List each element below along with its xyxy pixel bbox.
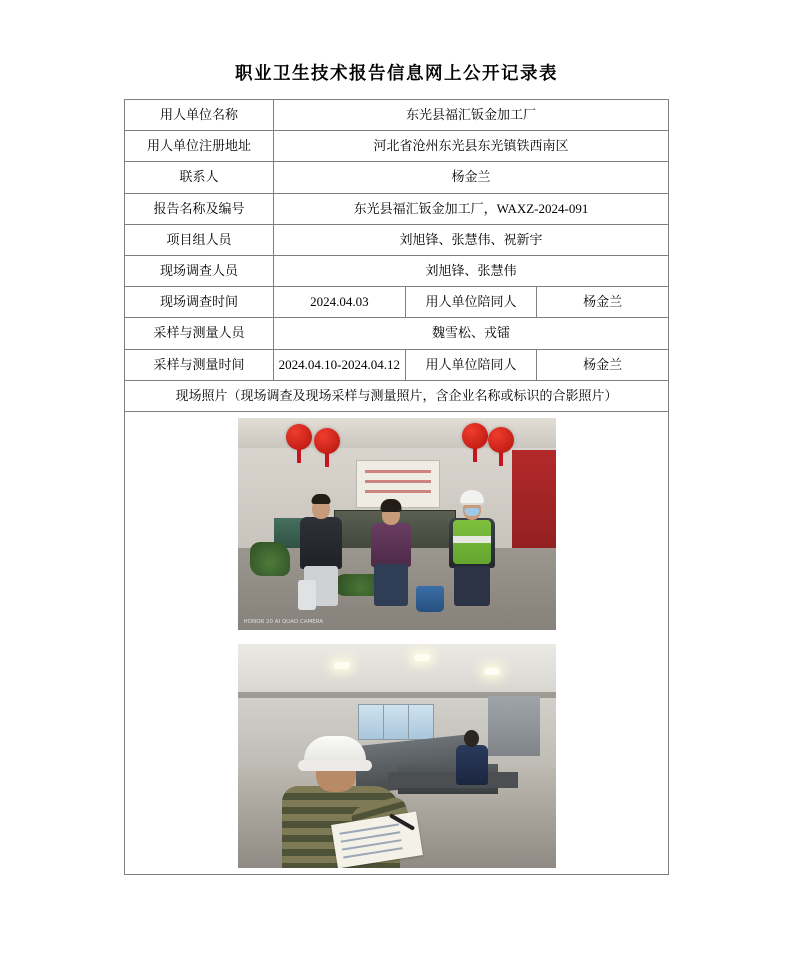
photo1-sampling-device	[298, 580, 316, 610]
row-label: 项目组人员	[125, 224, 274, 255]
photos-header-row	[125, 380, 669, 411]
row-label: 用人单位名称	[125, 100, 274, 131]
lantern-icon	[488, 427, 514, 453]
site-sampling-measurement-photo	[238, 644, 556, 868]
light-icon	[334, 662, 350, 669]
row-value: 刘旭锋、张慧伟	[274, 255, 669, 286]
table-row	[125, 193, 669, 224]
photo2-background-worker	[452, 730, 496, 806]
row-value: 刘旭锋、张慧伟、祝新宇	[274, 224, 669, 255]
light-icon	[414, 654, 430, 661]
photo2-ceiling	[238, 644, 556, 698]
table-row	[125, 131, 669, 162]
row-value: 河北省沧州东光县东光镇铁西南区	[274, 131, 669, 162]
photos-cell	[125, 411, 669, 874]
row-value: 东光县福汇钣金加工厂，WAXZ-2024-091	[274, 193, 669, 224]
row-label: 采样与测量人员	[125, 318, 274, 349]
row-label: 现场调查人员	[125, 255, 274, 286]
record-table	[124, 99, 669, 875]
table-row	[125, 318, 669, 349]
table-row	[125, 255, 669, 286]
row-label: 现场调查时间	[125, 287, 274, 318]
photo1-red-panel	[512, 450, 556, 558]
row-mid-label: 用人单位陪同人	[405, 349, 537, 380]
table-row	[125, 287, 669, 318]
row-mid-value: 杨金兰	[537, 287, 669, 318]
table-row	[125, 224, 669, 255]
row-value: 魏雪松、戎镭	[274, 318, 669, 349]
row-label: 采样与测量时间	[125, 349, 274, 380]
record-table-wrapper	[124, 99, 669, 875]
row-mid-label: 用人单位陪同人	[405, 287, 537, 318]
light-icon	[484, 668, 500, 675]
lantern-icon	[314, 428, 340, 454]
photo1-camera-watermark: HONOR 20 AI QUAD CAMERA	[243, 618, 324, 625]
photo-stack	[129, 418, 664, 868]
page-title: 职业卫生技术报告信息网上公开记录表	[235, 63, 558, 83]
row-label: 用人单位注册地址	[125, 131, 274, 162]
table-row	[125, 162, 669, 193]
table-row	[125, 349, 669, 380]
table-row	[125, 100, 669, 131]
row-value: 2024.04.03	[274, 287, 406, 318]
photos-row	[125, 411, 669, 874]
photo1-person-right	[444, 488, 500, 606]
row-value: 2024.04.10-2024.04.12	[274, 349, 406, 380]
photo1-equipment-case	[416, 586, 444, 612]
photo1-person-middle	[366, 498, 416, 606]
row-value: 杨金兰	[274, 162, 669, 193]
lantern-icon	[462, 423, 488, 449]
photo1-plant	[250, 542, 290, 576]
lantern-icon	[286, 424, 312, 450]
photo2-window	[358, 704, 434, 740]
row-value: 东光县福汇钣金加工厂	[274, 100, 669, 131]
row-label: 联系人	[125, 162, 274, 193]
row-label: 报告名称及编号	[125, 193, 274, 224]
row-mid-value: 杨金兰	[537, 349, 669, 380]
site-survey-group-photo	[238, 418, 556, 630]
photos-header: 现场照片（现场调查及现场采样与测量照片，含企业名称或标识的合影照片）	[125, 380, 669, 411]
